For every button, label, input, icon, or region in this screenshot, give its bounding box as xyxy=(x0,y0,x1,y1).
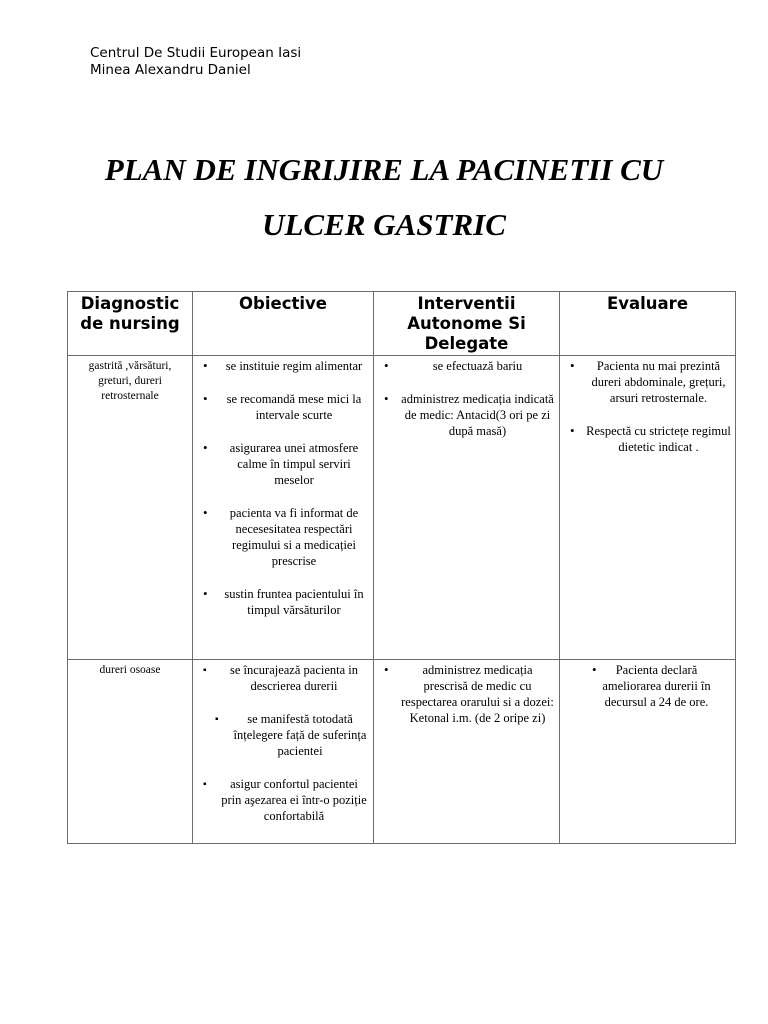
author-name: Minea Alexandru Daniel xyxy=(90,62,251,78)
diagnostic-text: gastrită ,vărsături, greturi, dureri retrosternale xyxy=(88,360,172,402)
list-item: • pacienta va fi informat de necesesitatea respectări regimului si a medicației prescrise xyxy=(193,505,369,569)
header-evaluare: Evaluare xyxy=(560,292,736,356)
obiective-cell xyxy=(193,660,374,844)
list-item: • se efectuază bariu xyxy=(374,358,555,374)
obiective-cell xyxy=(193,356,374,660)
document-header xyxy=(90,45,301,79)
list-item: • administrez medicația indicată de medic: Antacid(3 ori pe zi după masă) xyxy=(374,391,555,439)
list-item: • Pacienta nu mai prezintă dureri abdominale, grețuri, arsuri retrosternale. xyxy=(560,358,731,406)
table-row xyxy=(68,356,736,660)
evaluare-list xyxy=(560,660,735,716)
document-title-line-1: PLAN DE INGRIJIRE LA PACINETII CU xyxy=(104,152,664,187)
interventii-cell xyxy=(374,356,560,660)
obiective-list xyxy=(193,660,373,830)
evaluare-cell xyxy=(560,356,736,660)
interventii-list xyxy=(374,356,559,445)
list-item: ▪ asigur confortul pacientei prin aşezarea ei într-o poziție confortabilă xyxy=(193,776,369,824)
table-header-row xyxy=(68,292,736,356)
list-item: • sustin fruntea pacientului în timpul vărsăturilor xyxy=(193,586,369,618)
list-item: • se recomandă mese mici la intervale scurte xyxy=(193,391,369,423)
list-item: • Pacienta declară ameliorarea durerii în decursul a 24 de ore. xyxy=(560,662,731,710)
document-title-line-2: ULCER GASTRIC xyxy=(262,207,506,242)
institution-name: Centrul De Studii European Iasi xyxy=(90,45,302,61)
list-item: ▪ se încurajează pacienta in descrierea durerii xyxy=(193,662,369,694)
list-item: ▪ se manifestă totodată înțelegere față de suferința pacientei xyxy=(193,711,369,759)
list-item: • se instituie regim alimentar xyxy=(193,358,369,374)
diagnostic-cell xyxy=(68,356,193,660)
evaluare-list xyxy=(560,356,735,461)
header-interventii: Interventii Autonome Si Delegate xyxy=(374,292,560,356)
interventii-cell xyxy=(374,660,560,844)
diagnostic-text: dureri osoase xyxy=(99,664,161,676)
header-obiective: Obiective xyxy=(193,292,374,356)
diagnostic-cell xyxy=(68,660,193,844)
table-row xyxy=(68,660,736,844)
list-item: • administrez medicația prescrisă de medic cu respectarea orarului si a dozei: Ketonal i.m. (de 2 oripe zi) xyxy=(374,662,555,726)
header-diagnostic: Diagnostic de nursing xyxy=(68,292,193,356)
care-plan-table xyxy=(67,291,736,844)
list-item: • Respectă cu strictețe regimul dietetic indicat . xyxy=(560,423,731,455)
obiective-list xyxy=(193,356,373,624)
interventii-list xyxy=(374,660,559,732)
list-item: • asigurarea unei atmosfere calme în timpul serviri meselor xyxy=(193,440,369,488)
evaluare-cell xyxy=(560,660,736,844)
